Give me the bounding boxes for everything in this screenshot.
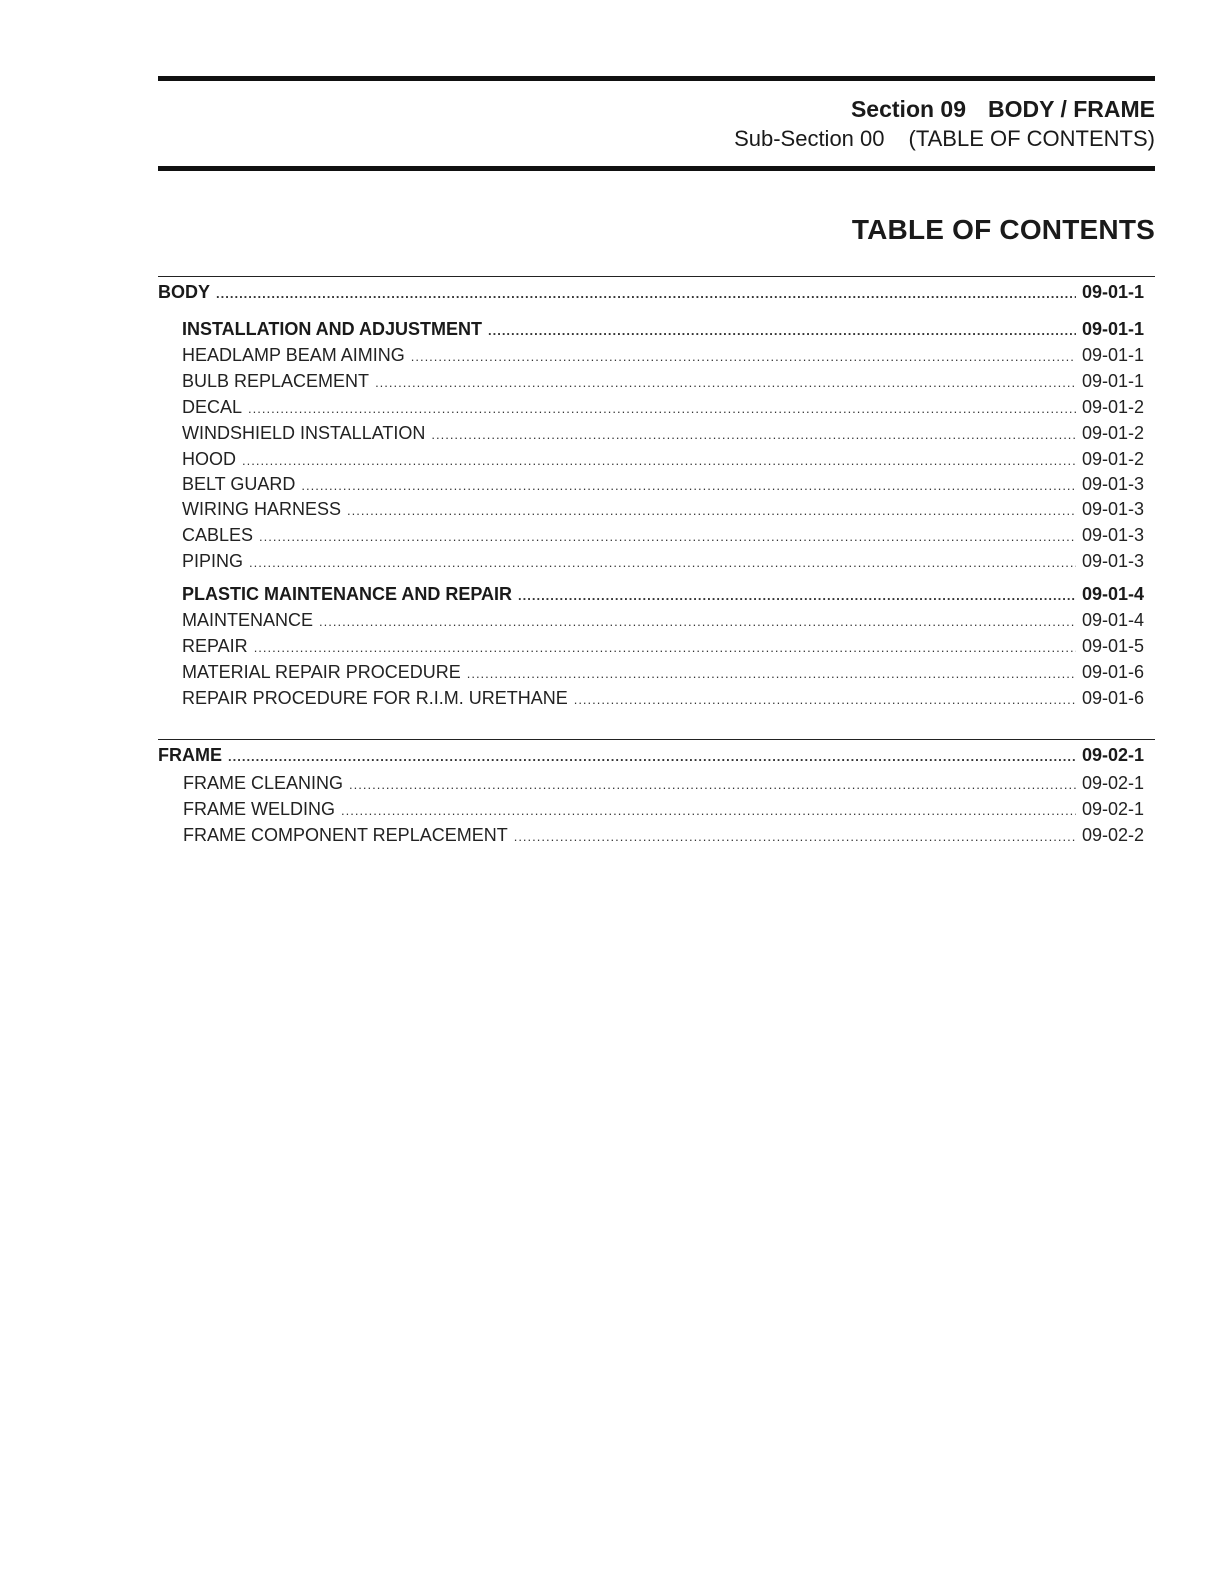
toc-entry-label: BELT GUARD <box>182 474 296 494</box>
toc-entry-bulb <box>182 371 1144 392</box>
toc-entry-page: 09-01-6 <box>1081 688 1144 708</box>
toc-entry-page: 09-01-3 <box>1081 474 1144 494</box>
header-rule-bottom <box>158 166 1155 171</box>
toc-entry-label: HOOD <box>182 449 236 469</box>
toc-entry-page: 09-01-1 <box>1081 319 1144 339</box>
leader-dots <box>411 349 1076 364</box>
toc-entry-page: 09-02-1 <box>1081 773 1144 793</box>
toc-entry-label: MATERIAL REPAIR PROCEDURE <box>182 662 461 682</box>
leader-dots <box>248 401 1076 416</box>
toc-entry-label: WINDSHIELD INSTALLATION <box>182 423 426 443</box>
toc-entry-plastic <box>182 584 1144 605</box>
toc-entry-label: FRAME CLEANING <box>183 773 344 793</box>
subsection-number: Sub-Section 00 <box>734 126 885 151</box>
toc-entry-page: 09-01-4 <box>1081 584 1144 604</box>
toc-entry-frame-welding <box>183 799 1144 820</box>
subsection-heading <box>734 126 1155 152</box>
toc-entry-label: FRAME <box>158 745 222 765</box>
toc-entry-repair <box>182 636 1144 657</box>
leader-dots <box>228 749 1076 764</box>
body-section-rule <box>158 276 1155 277</box>
toc-entry-page: 09-02-1 <box>1081 745 1144 765</box>
leader-dots <box>319 614 1076 629</box>
section-number: Section 09 <box>850 96 967 122</box>
toc-entry-belt-guard <box>182 474 1144 495</box>
toc-entry-page: 09-01-2 <box>1081 397 1144 417</box>
section-title: BODY / FRAME <box>988 96 1155 122</box>
toc-entry-installation <box>182 319 1144 340</box>
toc-entry-body <box>158 282 1144 303</box>
header-rule-top <box>158 76 1155 81</box>
page-title: TABLE OF CONTENTS <box>851 214 1155 245</box>
leader-dots <box>431 427 1076 442</box>
section-heading <box>851 96 1155 123</box>
leader-dots <box>301 478 1076 493</box>
toc-entry-label: WIRING HARNESS <box>182 499 342 519</box>
toc-entry-frame-cleaning <box>183 773 1144 794</box>
toc-entry-label: FRAME COMPONENT REPLACEMENT <box>183 825 508 845</box>
toc-entry-page: 09-01-4 <box>1081 610 1144 630</box>
leader-dots <box>216 286 1076 301</box>
toc-entry-label: PIPING <box>182 551 244 571</box>
toc-entry-windshield <box>182 423 1144 444</box>
toc-entry-label: BULB REPLACEMENT <box>182 371 370 391</box>
toc-entry-page: 09-01-1 <box>1081 345 1144 365</box>
toc-entry-label: INSTALLATION AND ADJUSTMENT <box>182 319 482 339</box>
leader-dots <box>514 829 1076 844</box>
toc-entry-page: 09-01-3 <box>1081 551 1144 571</box>
toc-entry-page: 09-01-2 <box>1081 449 1144 469</box>
toc-entry-page: 09-01-1 <box>1081 282 1144 302</box>
toc-entry-label: MAINTENANCE <box>182 610 314 630</box>
toc-entry-hood <box>182 449 1144 470</box>
leader-dots <box>347 503 1076 518</box>
toc-entry-label: BODY <box>158 282 211 302</box>
toc-entry-page: 09-02-2 <box>1081 825 1144 845</box>
leader-dots <box>249 555 1076 570</box>
toc-entry-frame-component <box>183 825 1144 846</box>
frame-section-rule <box>158 739 1155 740</box>
toc-entry-cables <box>182 525 1144 546</box>
leader-dots <box>349 777 1076 792</box>
toc-entry-page: 09-01-3 <box>1081 499 1144 519</box>
toc-entry-material-repair <box>182 662 1144 683</box>
toc-entry-page: 09-01-2 <box>1081 423 1144 443</box>
leader-dots <box>375 375 1076 390</box>
toc-entry-frame <box>158 745 1144 766</box>
toc-entry-headlamp <box>182 345 1144 366</box>
toc-entry-label: CABLES <box>182 525 254 545</box>
leader-dots <box>254 640 1076 655</box>
toc-entry-label: DECAL <box>182 397 243 417</box>
toc-entry-label: REPAIR <box>182 636 248 656</box>
toc-entry-page: 09-01-3 <box>1081 525 1144 545</box>
toc-entry-label: PLASTIC MAINTENANCE AND REPAIR <box>182 584 513 604</box>
toc-entry-wiring <box>182 499 1144 520</box>
leader-dots <box>518 588 1076 603</box>
toc-entry-piping <box>182 551 1144 572</box>
toc-entry-decal <box>182 397 1144 418</box>
toc-entry-maintenance <box>182 610 1144 631</box>
toc-entry-label: HEADLAMP BEAM AIMING <box>182 345 405 365</box>
leader-dots <box>574 692 1076 707</box>
toc-entry-rim-urethane <box>182 688 1144 709</box>
toc-entry-label: FRAME WELDING <box>183 799 336 819</box>
toc-entry-page: 09-01-5 <box>1081 636 1144 656</box>
leader-dots <box>259 529 1076 544</box>
toc-entry-page: 09-01-1 <box>1081 371 1144 391</box>
toc-entry-label: REPAIR PROCEDURE FOR R.I.M. URETHANE <box>182 688 568 708</box>
leader-dots <box>467 666 1076 681</box>
toc-entry-page: 09-01-6 <box>1081 662 1144 682</box>
leader-dots <box>242 453 1076 468</box>
subsection-title: (TABLE OF CONTENTS) <box>908 126 1155 151</box>
toc-entry-page: 09-02-1 <box>1081 799 1144 819</box>
leader-dots <box>341 803 1076 818</box>
leader-dots <box>488 323 1076 338</box>
